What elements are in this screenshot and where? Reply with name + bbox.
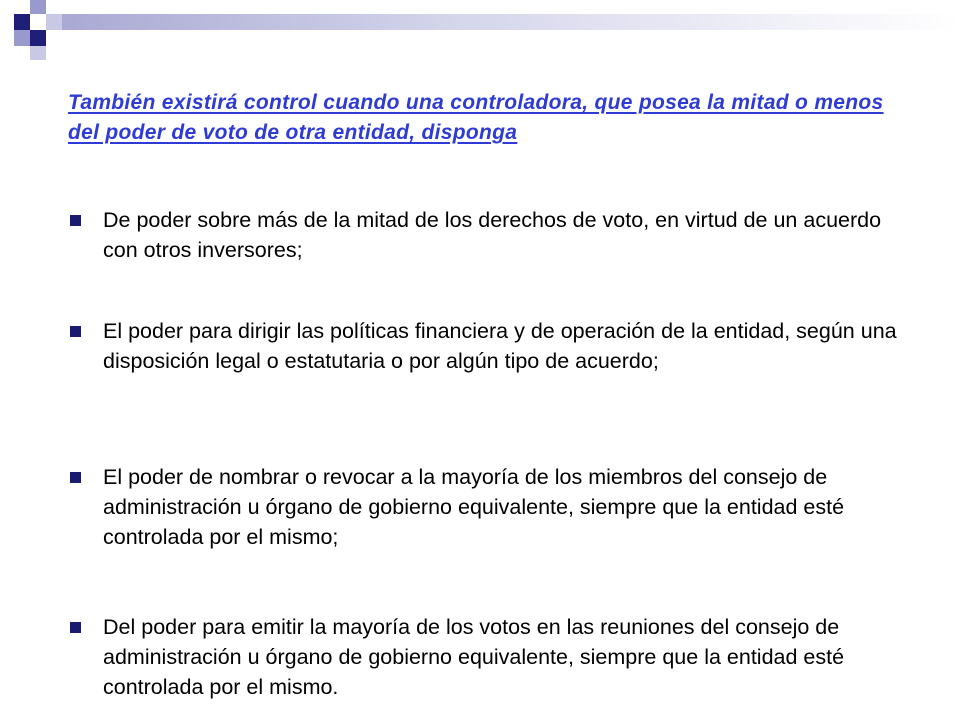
- bullet-item: [103, 316, 913, 376]
- bullet-item: [103, 612, 913, 702]
- slide-title[interactable]: También existirá control cuando una controladora, que posea la mitad o menos del poder de voto de otra entidad, disponga: [68, 91, 884, 144]
- bullet-text: El poder para dirigir las políticas financiera y de operación de la entidad, según una disposición legal o estatutaria o por algún tipo de acuerdo;: [103, 319, 897, 373]
- bullet-square-icon: [70, 472, 81, 483]
- bullet-item: [103, 462, 913, 552]
- bullet-square-icon: [70, 215, 81, 226]
- bullet-item: [103, 205, 913, 265]
- bullet-text: Del poder para emitir la mayoría de los votos en las reuniones del consejo de administración u órgano de gobierno equivalente, siempre que la entidad esté controlada por el mismo.: [103, 615, 845, 699]
- bullet-square-icon: [70, 326, 81, 337]
- bullet-square-icon: [70, 622, 81, 633]
- bullet-text: De poder sobre más de la mitad de los derechos de voto, en virtud de un acuerdo con otros inversores;: [103, 208, 882, 262]
- bullet-text: El poder de nombrar o revocar a la mayoría de los miembros del consejo de administración u órgano de gobierno equivalente, siempre que la entidad esté controlada por el mismo;: [103, 465, 845, 549]
